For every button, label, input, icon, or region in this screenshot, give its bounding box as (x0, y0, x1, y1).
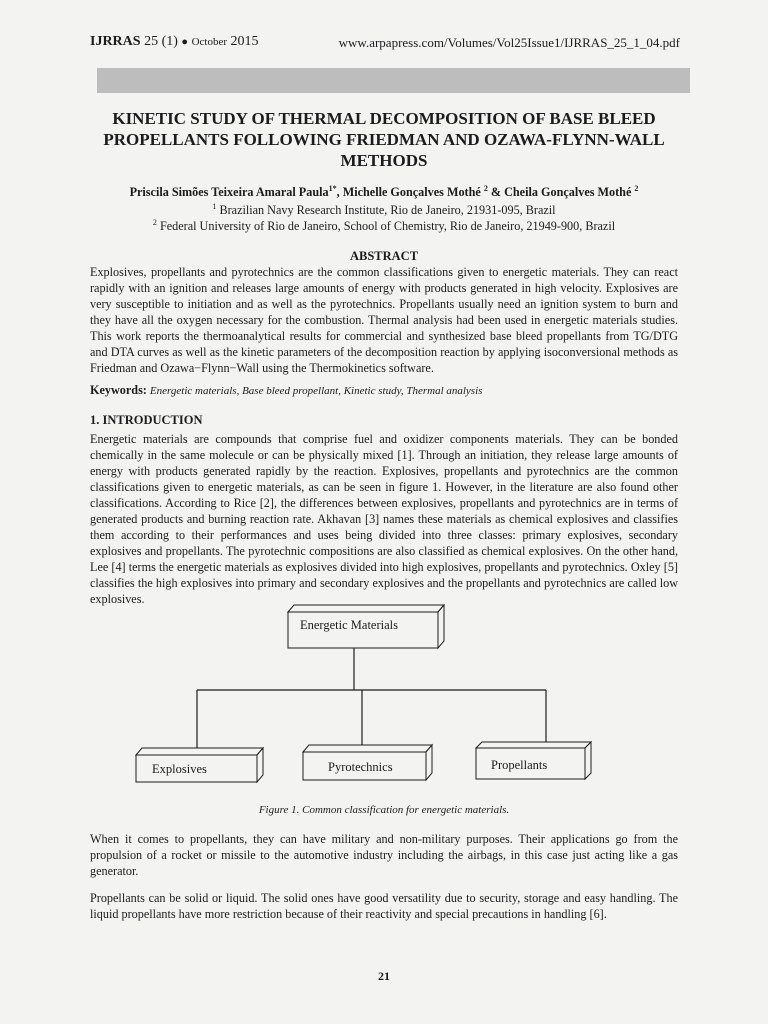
author-1-sup: 1* (328, 184, 337, 193)
abstract-heading: ABSTRACT (349, 249, 419, 263)
paper-title: KINETIC STUDY OF THERMAL DECOMPOSITION OF BASE BLEED PROPELLANTS FOLLOWING FRIEDMAN AND OZAWA-FLYNN-WALL METHODS (103, 109, 665, 170)
abstract-text: Explosives, propellants and pyrotechnics are the common classifications given to energetic materials. They can react rapidly with an ignition and releases large amounts of energy with products generated in high velocity. Explosives are very susceptible to initiation and as well as the pyrotechnics. Propellants usually need an ignition system to burn and they have all the oxygen necessary for the combustion. Thermal analysis had been used in energetic materials studies. This work reports the thermoanalytical results for commercial and synthesized base bleed propellants from TG/DTG and DTA curves as well as the kinetic parameters of the decomposition reaction by applying isoconversional methods as Friedman and Ozawa−Flynn−Wall using the Thermokinetics software. (90, 265, 678, 375)
header-year: 2015 (230, 34, 259, 49)
header-bullet: ● (181, 36, 189, 48)
diagram-root-label: Energetic Materials (300, 618, 398, 632)
author-sep-2: & (487, 185, 505, 200)
diagram-explosives-label: Explosives (152, 762, 207, 776)
author-2-sup: 2 (483, 184, 488, 193)
affiliation-2-num: 2 (152, 218, 157, 227)
author-3-sup: 2 (634, 184, 639, 193)
diagram-pyrotechnics-label: Pyrotechnics (328, 760, 393, 774)
paragraph-propellant-purposes: When it comes to propellants, they can have military and non-military purposes. Their applications go from the propulsion of a rocket or missile to the automotive industry including the airbags, in this case just acting like a gas generator. (90, 832, 678, 878)
author-2: Michelle Gonçalves Mothé (342, 185, 481, 200)
keywords-label: Keywords: (90, 383, 147, 397)
affiliation-2-text: Federal University of Rio de Janeiro, School of Chemistry, Rio de Janeiro, 21949-900, Brazil (156, 219, 616, 234)
journal-issue: 25 (1) (144, 34, 178, 49)
affiliation-1-num: 1 (212, 202, 217, 211)
diagram-propellants-label: Propellants (491, 758, 548, 772)
journal-name: IJRRAS (90, 34, 141, 49)
section-heading-introduction: 1. INTRODUCTION (90, 413, 203, 427)
diagram-box-propellants (476, 742, 591, 779)
author-1: Priscila Simões Teixeira Amaral Paula (129, 185, 329, 200)
paragraph-solid-liquid: Propellants can be solid or liquid. The solid ones have good versatility due to security, storage and easy handling. The liquid propellants have more restriction because of their reactivity and special precautions in handling [6]. (90, 891, 678, 921)
affiliation-1-text: Brazilian Navy Research Institute, Rio de Janeiro, 21931-095, Brazil (216, 203, 556, 218)
diagram-box-root (288, 605, 444, 648)
page-number: 21 (378, 969, 390, 983)
keywords-values: Energetic materials, Base bleed propellant, Kinetic study, Thermal analysis (149, 385, 483, 397)
diagram-box-pyrotechnics (303, 745, 432, 780)
author-3: Cheila Gonçalves Mothé (504, 185, 632, 200)
diagram-box-explosives (136, 748, 263, 782)
author-sep-1: , (336, 185, 343, 200)
diagram-connectors (197, 648, 546, 755)
header-url[interactable]: www.arpapress.com/Volumes/Vol25Issue1/IJRRAS_25_1_04.pdf (338, 35, 680, 50)
intro-paragraph: Energetic materials are compounds that comprise fuel and oxidizer components materials. They can be bonded chemically in the same molecule or can be physically mixed [1]. Through an initiation, they release large amounts of energy with products generated rapidly by the reaction. Explosives, propellants and pyrotechnics are the common classifications given to energetic materials, as can be seen in figure 1. However, in the literature are also found other classifications. According to Rice [2], the differences between explosives, propellants and pyrotechnics are in terms of generated products and burning reaction rate. Akhavan [3] names these materials as chemical explosives and classifies them according to their performances and uses being divided into three classes: primary explosives, secondary explosives and propellants. The pyrotechnic compositions are also classified as chemical explosives. On the other hand, Lee [4] terms the energetic materials as explosives divided into high explosives, propellants and pyrotechnics. Oxley [5] classifies the high explosives into primary and secondary explosives and the propellants and pyrotechnics are called low explosives. (90, 432, 678, 606)
figure-caption: Figure 1. Common classification for energetic materials. (258, 804, 510, 816)
header-month: October (191, 36, 227, 48)
